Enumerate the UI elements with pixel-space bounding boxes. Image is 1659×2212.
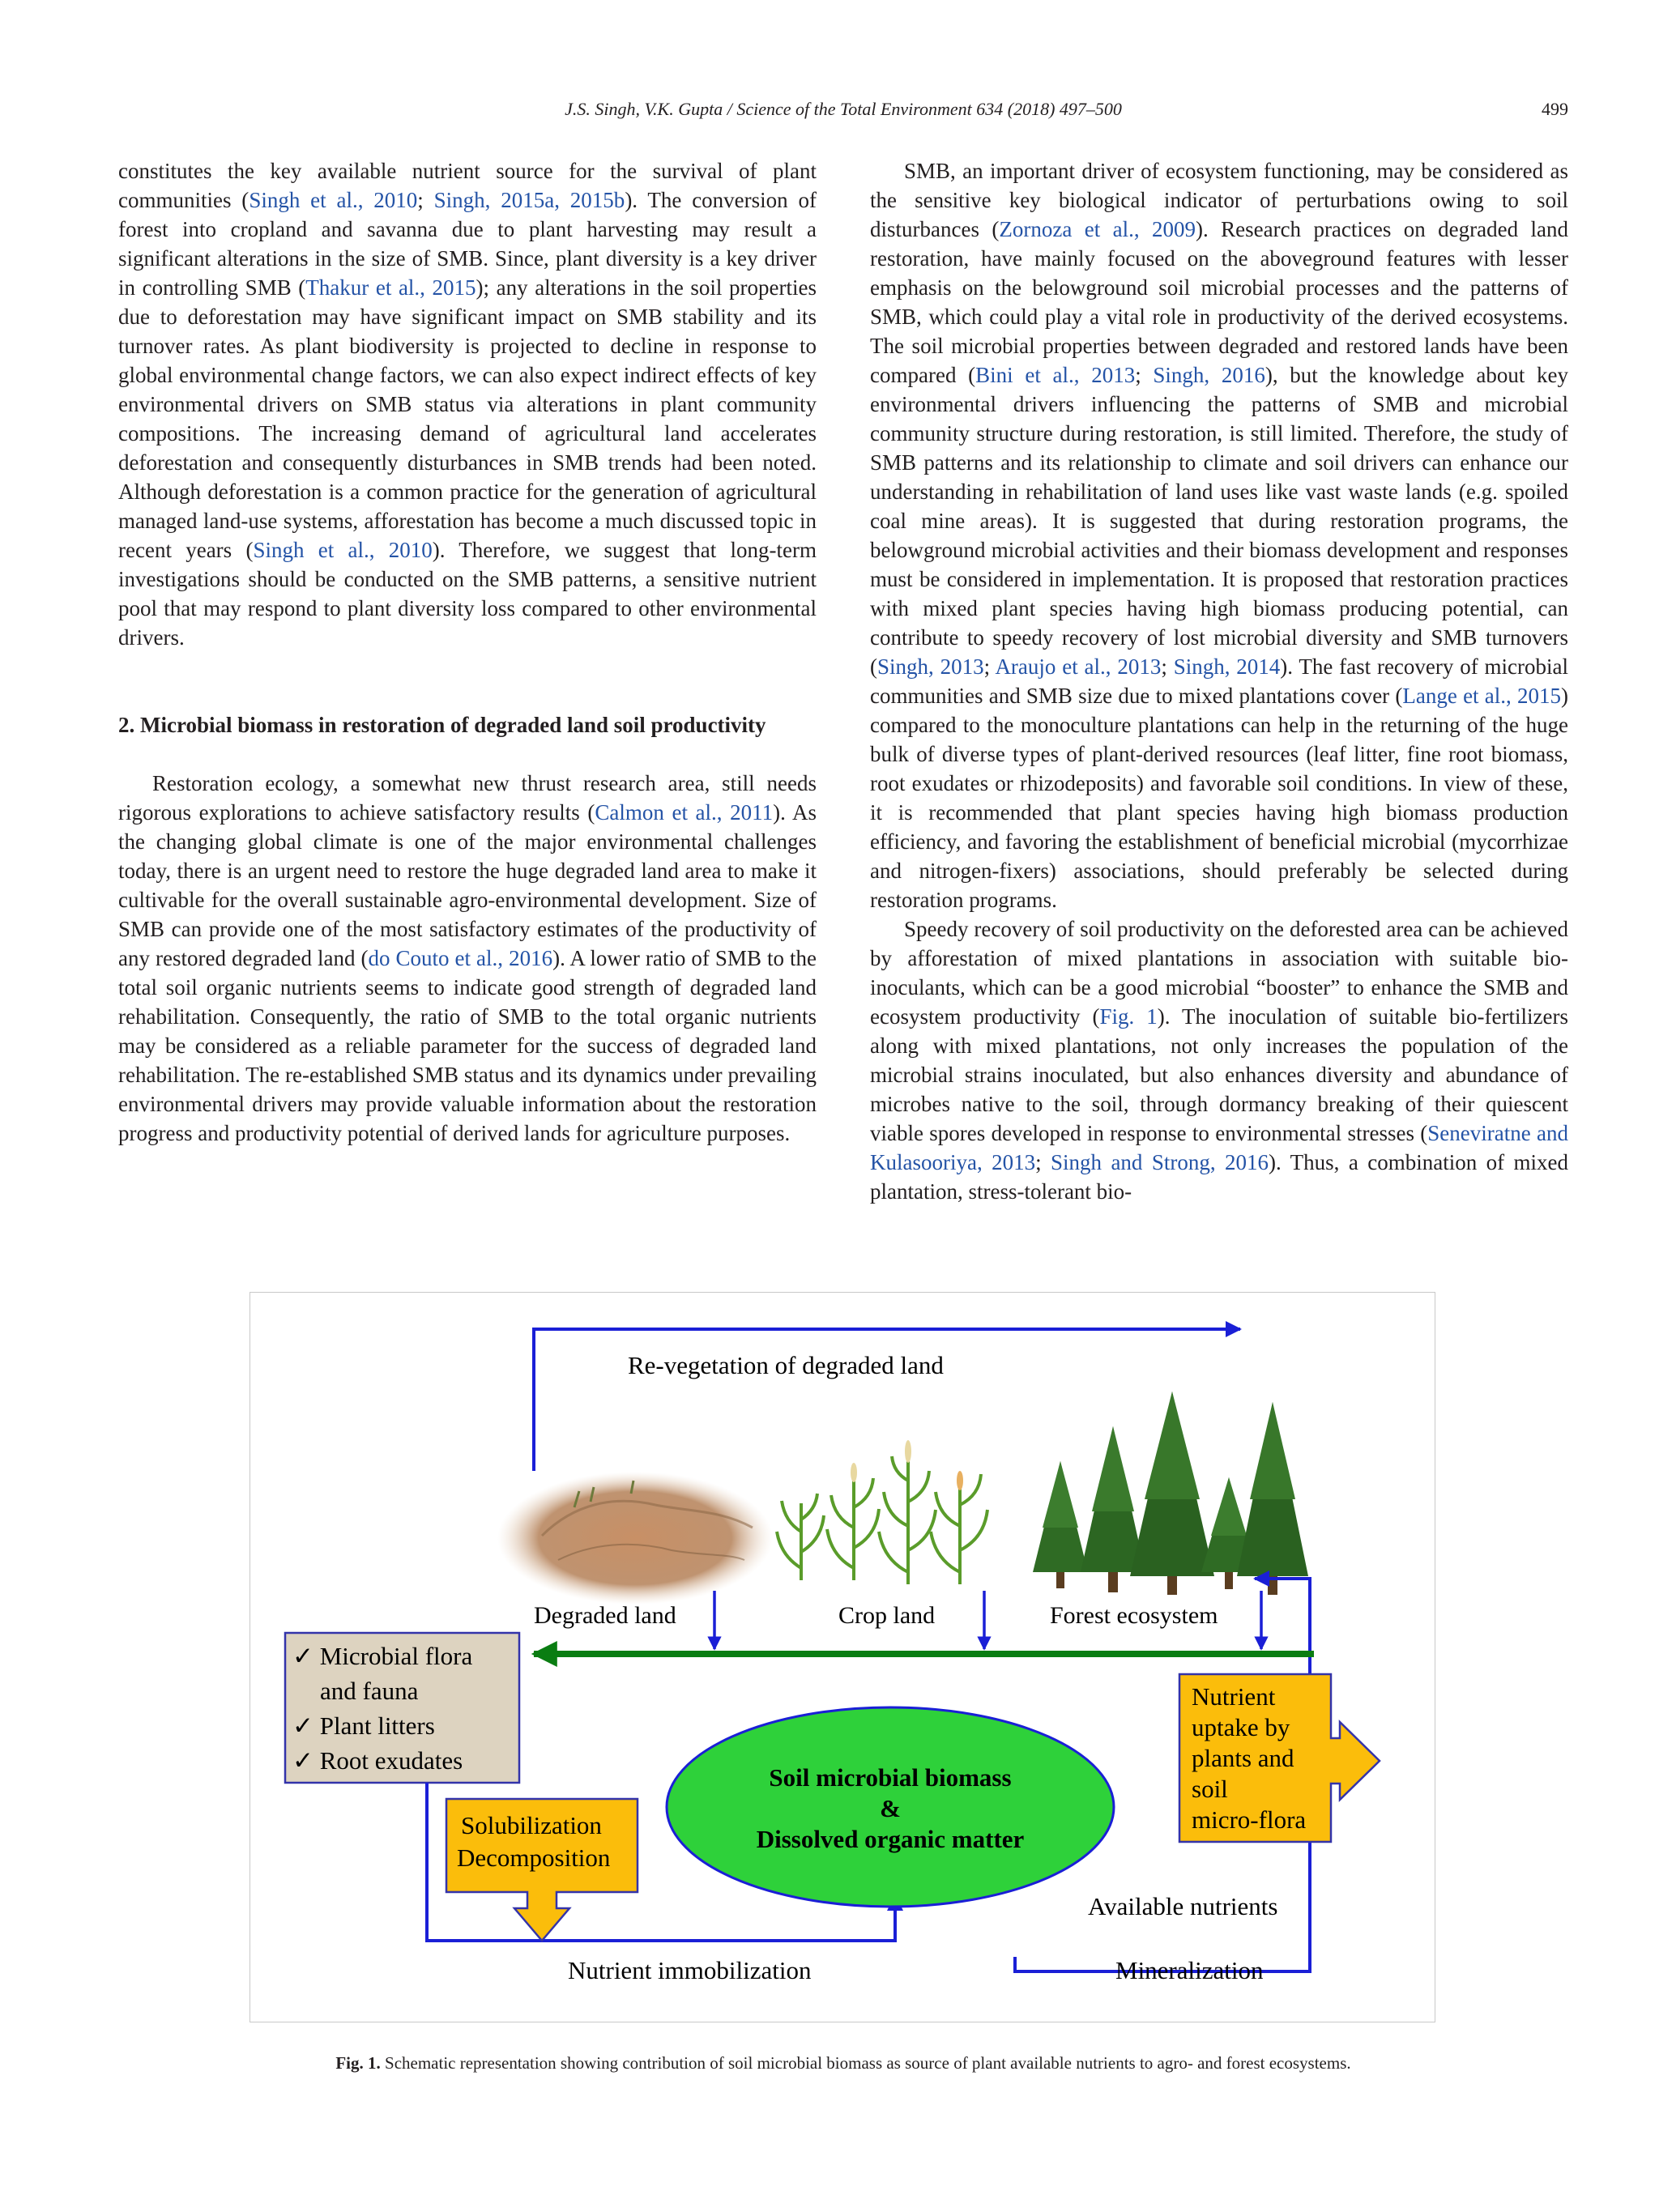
caption-text: Schematic representation showing contribution of soil microbial biomass as source of plant available nutrients to agro- and forest ecosystems. [380, 2053, 1351, 2073]
available-nutrients-label: Available nutrients [1088, 1892, 1278, 1920]
forest-trees-image [1033, 1392, 1308, 1595]
citation-link[interactable]: Zornoza et al., 2009 [999, 217, 1196, 241]
paragraph: Speedy recovery of soil productivity on the deforested area can be achieved by afforestation of mixed plantations in association with suitable bio-inoculants, which can be a good microbial “booster” to enhance the SMB and ecosystem productivity (Fig. 1). The inoculation of suitable bio-fertilizers along with mixed plantations, not only increases the population of the microbial strains inoculated, but also enhances diversity and abundance of microbes native to the soil, through dormancy breaking of their quiescent viable spores developed in response to environmental stresses (Seneviratne and Kulasooriya, 2013; Singh and Strong, 2016). Thus, a combination of mixed plantation, stress-tolerant bio- [870, 917, 1568, 1204]
citation-link[interactable]: Seneviratne and Kulasooriya, 2013 [870, 1121, 1568, 1174]
figure-link[interactable]: Fig. 1 [1099, 1004, 1158, 1029]
citation-link[interactable]: Singh, 2016 [1153, 363, 1265, 387]
forest-ecosystem-label: Forest ecosystem [1050, 1602, 1218, 1629]
figure-1 [249, 1292, 1435, 2022]
solubilization-label: Solubilization [461, 1811, 602, 1839]
citation-link[interactable]: Calmon et al., 2011 [595, 800, 774, 825]
section-heading: 2. Microbial biomass in restoration of degraded land soil productivity [118, 713, 766, 737]
inputs-list-line: and fauna [320, 1677, 419, 1705]
left-column [118, 156, 817, 1148]
citation-link[interactable]: Singh, 2013 [877, 654, 984, 679]
crop-land-label: Crop land [838, 1602, 936, 1629]
nutrient-uptake-line: soil [1192, 1775, 1228, 1803]
smb-label: Soil microbial biomass [769, 1763, 1012, 1792]
citation-link[interactable]: Thakur et al., 2015 [305, 275, 476, 300]
citation-link[interactable]: Lange et al., 2015 [1402, 684, 1561, 708]
nutrient-uptake-line: Nutrient [1192, 1682, 1276, 1711]
decomposition-label: Decomposition [457, 1843, 611, 1872]
citation-link[interactable]: Singh and Strong, 2016 [1051, 1150, 1269, 1174]
journal-citation: J.S. Singh, V.K. Gupta / Science of the Total Environment 634 (2018) 497–500 [565, 99, 1122, 119]
smb-ampersand: & [880, 1794, 901, 1822]
dom-label: Dissolved organic matter [756, 1825, 1025, 1853]
inputs-list-line: ✓ Root exudates [292, 1746, 463, 1775]
degraded-land-image [497, 1472, 773, 1605]
page-number: 499 [1542, 99, 1568, 119]
citation-link[interactable]: Singh, 2014 [1173, 654, 1281, 679]
inputs-list-line: ✓ Plant litters [292, 1711, 435, 1740]
nutrient-uptake-line: plants and [1192, 1744, 1294, 1772]
crop-plants-image [777, 1440, 987, 1584]
mineralization-label: Mineralization [1115, 1956, 1264, 1984]
paragraph: SMB, an important driver of ecosystem functioning, may be considered as the sensitive key biological indicator of perturbations owing to soil disturbances (Zornoza et al., 2009). Research practices on degraded land restoration, have mainly focused on the aboveground features with lesser emphasis on the belowground soil microbial processes and the patterns of SMB, which could play a vital role in productivity of the derived ecosystems. The soil microbial properties between degraded and restored lands have been compared (Bini et al., 2013; Singh, 2016), but the knowledge about key environmental drivers influencing the patterns of SMB and microbial community structure during restoration, is still limited. Therefore, the study of SMB patterns and its relationship to climate and soil drivers can enhance our understanding in rehabilitation of land uses like vast waste lands (e.g. spoiled coal mine areas). It is suggested that during restoration programs, the belowground microbial activities and their biomass development and responses must be considered in implementation. It is proposed that restoration practices with mixed plant species having high biomass producing potential, can contribute to speedy recovery of lost microbial diversity and SMB turnovers (Singh, 2013; Araujo et al., 2013; Singh, 2014). The fast recovery of microbial communities and SMB size due to mixed plantations cover (Lange et al., 2015) compared to the monoculture plantations can help in the returning of the huge bulk of diverse types of plant-derived resources (leaf litter, fine root biomass, root exudates or rhizodeposits) and favorable soil conditions. In view of these, it is recommended that plant species having high biomass production efficiency, and favoring the establishment of beneficial microbial (mycorrhizae and nitrogen-fixers) associations, should preferably be selected during restoration programs. [870, 159, 1568, 912]
inputs-list-line: ✓ Microbial flora [292, 1642, 473, 1670]
citation-link[interactable]: Singh, 2015a, 2015b [433, 188, 625, 212]
paragraph: constitutes the key available nutrient source for the survival of plant communities (Singh et al., 2010; Singh, 2015a, 2015b). The conversion of forest into cropland and savanna due to plant harvesting may result a significant alterations in the size of SMB. Since, plant diversity is a key driver in controlling SMB (Thakur et al., 2015); any alterations in the soil properties due to deforestation may have significant impact on SMB stability and its turnover rates. As plant biodiversity is projected to decline in response to global environmental change factors, we can also expect indirect effects of key environmental drivers on SMB status via alterations in plant community compositions. The increasing demand of agricultural land accelerates deforestation and consequently disturbances in SMB trends had been noted. Although deforestation is a common practice for the generation of agricultural managed land-use systems, afforestation has become a much discussed topic in recent years (Singh et al., 2010). Therefore, we suggest that long-term investigations should be conducted on the SMB patterns, a sensitive nutrient pool that may respond to plant diversity loss compared to other environmental drivers. [118, 159, 817, 650]
citation-link[interactable]: Singh et al., 2010 [253, 538, 433, 562]
revegetation-label: Re-vegetation of degraded land [628, 1351, 944, 1379]
citation-link[interactable]: Araujo et al., 2013 [995, 654, 1162, 679]
running-header [118, 99, 1568, 128]
citation-link[interactable]: do Couto et al., 2016 [368, 946, 553, 970]
schematic-diagram [250, 1293, 1435, 2022]
citation-link[interactable]: Bini et al., 2013 [975, 363, 1136, 387]
caption-label: Fig. 1. [335, 2053, 381, 2073]
nutrient-uptake-line: uptake by [1192, 1713, 1290, 1741]
paragraph: Restoration ecology, a somewhat new thrust research area, still needs rigorous explorations to achieve satisfactory results (Calmon et al., 2011). As the changing global climate is one of the major environmental challenges today, there is an urgent need to restore the huge degraded land area to make it cultivable for the overall sustainable agro-environmental development. Size of SMB can provide one of the most satisfactory estimates of the productivity of any restored degraded land (do Couto et al., 2016). A lower ratio of SMB to the total soil organic nutrients seems to indicate good strength of degraded land rehabilitation. Consequently, the ratio of SMB to the total organic nutrients may be considered as a reliable parameter for the success of degraded land rehabilitation. The re-established SMB status and its dynamics under prevailing environmental drivers may provide valuable information about the restoration progress and productivity potential of derived lands for agriculture purposes. [118, 771, 817, 1145]
nutrient-uptake-line: micro-flora [1192, 1805, 1307, 1834]
citation-link[interactable]: Singh et al., 2010 [249, 188, 418, 212]
nutrient-immobilization-label: Nutrient immobilization [568, 1956, 812, 1984]
figure-caption [118, 2051, 1568, 2075]
degraded-land-label: Degraded land [534, 1602, 676, 1629]
right-column [870, 156, 1568, 1206]
